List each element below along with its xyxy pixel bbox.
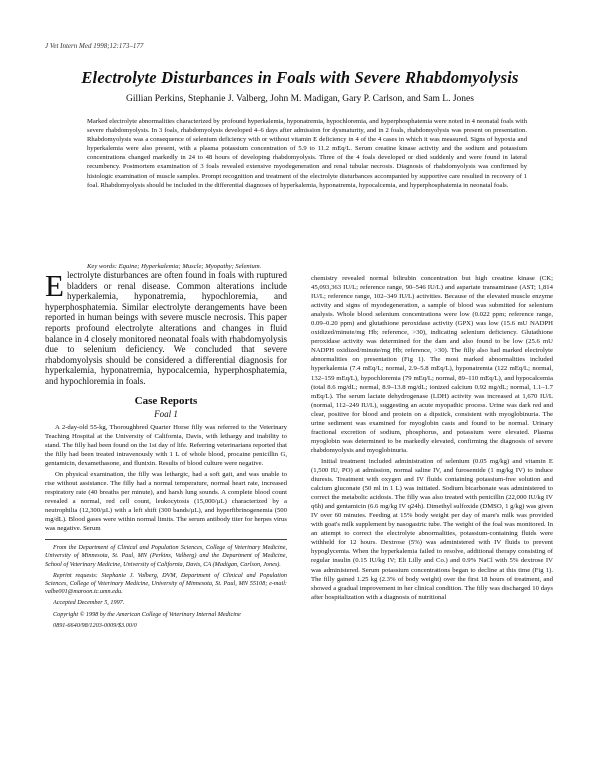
footnote-divider — [45, 539, 287, 540]
foal1-paragraph-1: A 2-day-old 55-kg, Thoroughbred Quarter Horse filly was referred to the Veterinary Teaching Hospital at the University of California, Davis, with lethargy and inability to stand. The filly had been found on the 1st day of life. Referring veterinarians reported that the filly had been treated intravenously with 1 L of whole blood, procaine penicillin G, gentamicin, dexamethasone, and flunixin. Results of blood culture were negative. — [45, 423, 287, 467]
article-title: Electrolyte Disturbances in Foals with Severe Rhabdomyolysis — [81, 68, 519, 87]
keywords: Key words: Equine; Hyperkalemia; Muscle; Myopathy; Selenium. — [87, 263, 262, 270]
right-paragraph-1: chemistry revealed normal bilirubin concentration but high creatine kinase (CK; 45,093,363 IU/L; reference range, 90–546 IU/L) and aspartate transaminase (AST; 1,814 IU/L; reference range, 102–349 IU/L) activities. Because of the elevated muscle enzyme activity and signs of myodegeneration, a sample of blood was submitted for selenium analysis. Whole blood selenium concentrations were low (0.022 ppm; reference range, 0.09–0.20 ppm) and glutathione peroxidase activity (GPX) was low (15.6 mU NADPH oxidized/minute/mg Hb; reference, >30), indicating selenium deficiency. Glutathione peroxidase activity was determined for the dam and also found to be low (25.6 mU NADPH oxidized/minute/mg Hb; reference, >30). The filly also had marked electrolyte abnormalities on presentation (Fig 1). The most marked abnormalities included hyperkalemia (7.4 mEq/L; normal, 2.9–5.8 mEq/L), hyponatremia (122 mEq/L; normal, 132–159 mEq/L), hypochloremia (79 mEq/L; normal, 89–110 mEq/L), and hypocalcemia (total 8.6 mg/dL; normal, 8.9–13.8 mg/dL; ionized calcium 0.92 mg/dL; normal, 1.1–1.7 mEq/L). The serum lactate dehydrogenase (LDH) activity was increased at 1,670 IU/L (normal, 112–249 IU/L), suggesting an acute myopathic process. Urine was dark red and clear, positive for blood and protein on a dipstick, consistent with myoglobinuria. The urine sediment was examined for myoglobin casts and found to be normal. Urinary fractional excretion of sodium, phosphorus, and potassium were elevated. Plasma myoglobin was determined to be markedly elevated, confirming the diagnosis of severe rhabdomyolysis and myoglobinuria. — [311, 275, 553, 454]
section-heading-case-reports: Case Reports — [134, 394, 198, 407]
right-column — [311, 274, 553, 604]
subheading-foal-1: Foal 1 — [154, 408, 178, 419]
drop-cap: E — [45, 268, 64, 303]
introduction — [45, 270, 287, 387]
footnote-reprints: Reprint requests: Stephanie J. Valberg, DVM, Department of Clinical and Population Sciences, College of Veterinary Medicine, University of Minnesota, St. Paul, MN 55108; e-mail: valbe001@maroon.tc.umn.edu. — [45, 571, 287, 596]
right-paragraph-2: Initial treatment included administration of selenium (0.05 mg/kg) and vitamin E (1,500 IU, PO) at admission, normal saline IV, and furosemide (1 mg/kg IV) to induce diuresis. Treatment with oxygen and IV fluids containing potassium-free solution and calcium gluconate (50 ml in 1 L) was initiated. Sodium bicarbonate was administered to correct the metabolic acidosis. The filly was also treated with penicillin (22,000 IU/kg IV q6h) and gentamicin (6.6 mg/kg IV q24h). Dimethyl sulfoxide (DMSO, 1 g/kg) was given IV over 60 minutes. Feeding at 15% body weight per day of mare's milk was provided with goat's milk supplement by nasogastric tube. The weight of the foal was monitored. In an attempt to correct the electrolyte abnormalities, potassium-containing fluids were withheld for 12 hours. Dextrose (5%) was administered with IV fluids to prevent hypoglycemia. When the hyperkalemia failed to resolve, additional therapy consisting of regular insulin (0.15 IU/kg IV; Eli Lilly and Co.) and 0.9% NaCl with 5% dextrose IV was administered. Serum potassium concentrations began to decline at this time (Fig 1). The filly gained 1.25 kg (2.3% of body weight) over the first 18 hours of treatment, and showed a gradual improvement in her clinical condition. The filly was discharged 10 days after hospitalization with a diagnosis of nutritional — [311, 457, 553, 601]
intro-text: lectrolyte disturbances are often found in foals with ruptured bladders or renal disease. Common alterations include hyperkalemia, hyponatremia, hypochloremia, and hyperphosphatemia. Similar electrolyte derangements have been reported in human beings with severe muscle necrosis. This paper reports profound electrolyte alterations and changes in fluid balance in 4 closely monitored neonatal foals with rhabdomyolysis due to selenium deficiency. We concluded that severe rhabdomyolysis should be considered a differential diagnosis for hyperkalemia, hyponatremia, hypocalcemia, hyperphosphatemia, and hypochloremia in foals. — [45, 270, 287, 386]
abstract: Marked electrolyte abnormalities characterized by profound hyperkalemia, hyponatremia, hypochloremia, and hyperphosphatemia were noted in 4 neonatal foals with severe rhabdomyolysis. In 3 foals, rhabdomyolysis developed 4–6 days after admission for dysmaturity, and in 2 foals, rhabdomyolysis was present on presentation. Rhabdomyolysis was a consequence of selenium deficiency with or without vitamin E deficiency in 4 of the 4 cases in which it was measured. Signs of hypoxia and hyperkalemia were also present, with a plasma potassium concentration of 5.9 to 11.2 mEq/L. Serum creatine kinase activity and the sodium and potassium concentrations changed markedly in 24 to 48 hours of developing rhabdomyolysis. Three of the 4 foals developed or died suddenly and were found in lateral recumbency. Postmortem examination of 3 foals revealed extensive myodegeneration and renal tubular necrosis. Diagnosis of rhabdomyolysis was confirmed by histologic examination of muscle samples. Prompt recognition and treatment of the electrolyte disturbances accompanied by supportive care resulted in recovery of 1 foal. Rhabdomyolysis should be included in the differential diagnoses of hyperkalemia, hyponatremia, hypocalcemia, and hyperphosphatemia in neonatal foals. — [87, 118, 527, 189]
footnote-accepted: Accepted December 5, 1997. — [53, 599, 125, 607]
footnote-copyright: Copyright © 1998 by the American College of Veterinary Internal Medicine — [53, 610, 241, 618]
footnotes — [45, 544, 287, 630]
footnote-issn: 0891-6640/98/1203-0009/$3.00/0 — [53, 621, 137, 629]
foal1-paragraph-2: On physical examination, the filly was lethargic, had a soft gait, and was unable to rise without assistance. The filly had a normal temperature, normal heart rate, increased respiratory rate (40 breaths per minute), and harsh lung sounds. A complete blood count revealed a normal, red cell count, leukocytosis (15,000/µL) characterized by a neutrophilia (12,300/µL) with a left shift (300 bands/µL), and hyperfibrinogenemia (500 mg/dL). Blood gases were within normal limits. The serum antibody titer for herpes virus was negative. Serum — [45, 470, 287, 533]
footnote-affiliation: From the Department of Clinical and Population Sciences, College of Veterinary Medicine, University of Minnesota, St. Paul, MN (Perkins, Valberg) and the Department of Medicine, School of Veterinary Medicine, University of California, Davis, CA (Madigan, Carlson, Jones). — [45, 544, 287, 568]
author-list: Gillian Perkins, Stephanie J. Valberg, John M. Madigan, Gary P. Carlson, and Sam L. Jones — [126, 94, 474, 104]
journal-citation: J Vet Intern Med 1998;12:173–177 — [45, 42, 144, 50]
left-column — [45, 270, 287, 633]
